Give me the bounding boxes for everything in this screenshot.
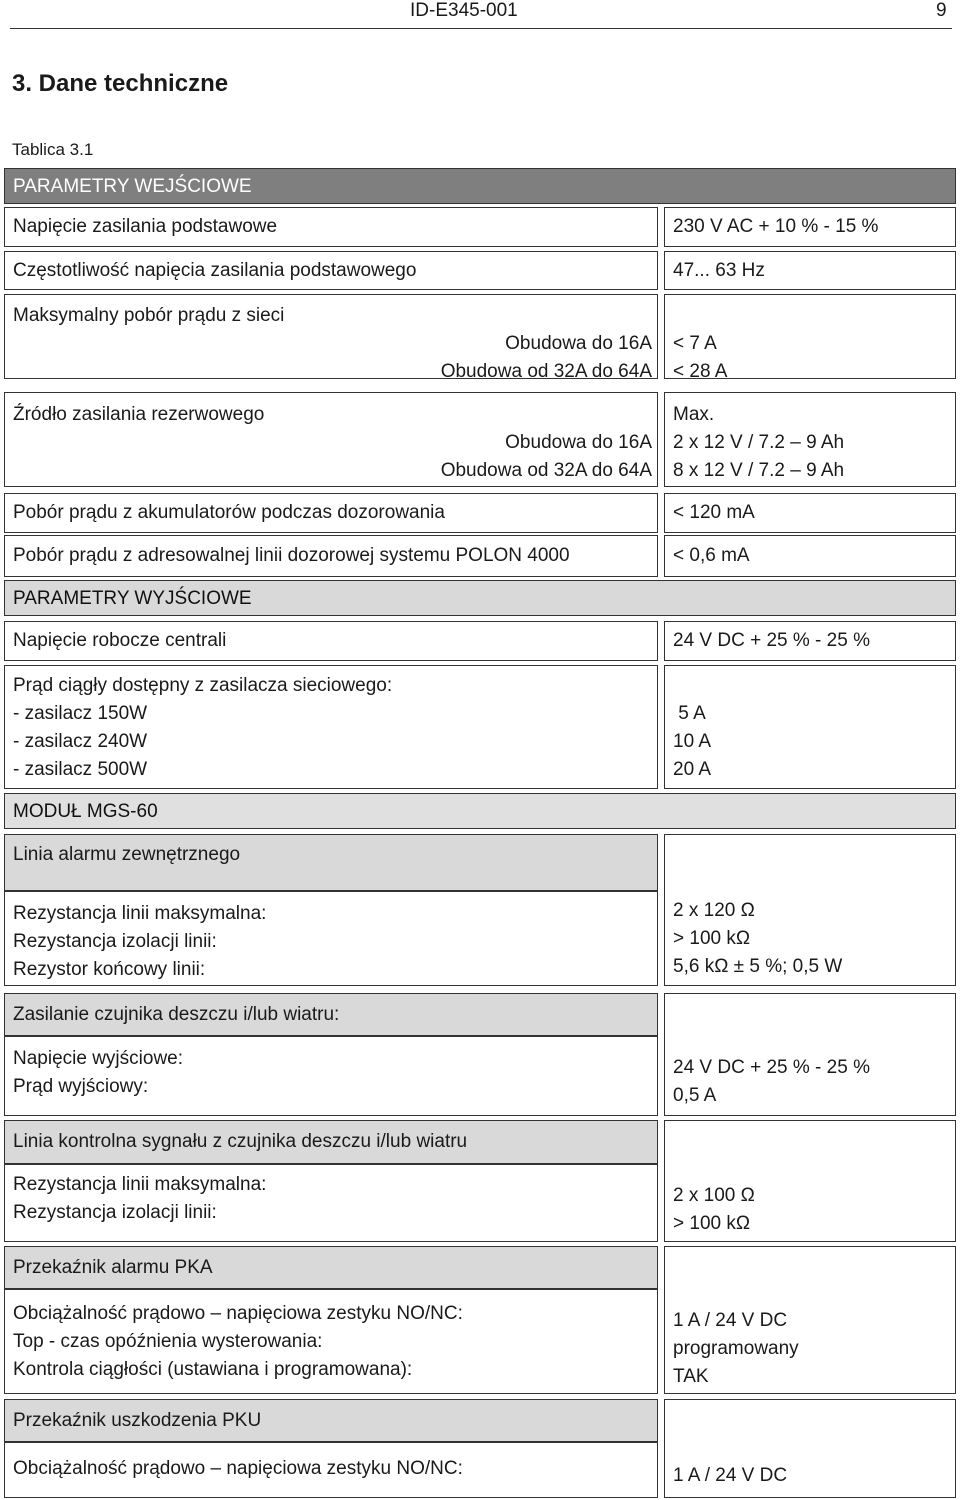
table-row-value: 47... 63 Hz <box>664 251 956 290</box>
table-row-value: 1 A / 24 V DC <box>664 1399 956 1498</box>
group-title: Przekaźnik alarmu PKA <box>4 1246 658 1289</box>
table-row-value: < 0,6 mA <box>664 535 956 577</box>
table-row-label: Źródło zasilania rezerwowego Obudowa do 16A Obudowa od 32A do 64A <box>4 392 658 487</box>
input-params-header: PARAMETRY WEJŚCIOWE <box>4 168 956 204</box>
group-title: Przekaźnik uszkodzenia PKU <box>4 1399 658 1442</box>
group-title: Zasilanie czujnika deszczu i/lub wiatru: <box>4 993 658 1036</box>
table-row-label: Pobór prądu z adresowalnej linii dozorowej systemu POLON 4000 <box>4 535 658 577</box>
table-row-label: Obciążalność prądowo – napięciowa zestyku NO/NC: Top - czas opóźnienia wysterowania: Kontrola ciągłości (ustawiana i programowana): <box>4 1289 658 1394</box>
mgs-module-header: MODUŁ MGS-60 <box>4 793 956 829</box>
table-row-label: Maksymalny pobór prądu z sieci Obudowa do 16A Obudowa od 32A do 64A <box>4 294 658 379</box>
document-id: ID-E345-001 <box>410 0 518 21</box>
table-row-value: 24 V DC + 25 % - 25 % <box>664 621 956 661</box>
section-title: 3. Dane techniczne <box>12 70 229 97</box>
table-row-value: < 120 mA <box>664 493 956 533</box>
table-row-label: Prąd ciągły dostępny z zasilacza sieciowego: - zasilacz 150W - zasilacz 240W - zasilacz 500W <box>4 665 658 789</box>
table-row-label: Pobór prądu z akumulatorów podczas dozorowania <box>4 493 658 533</box>
table-row-label: Napięcie wyjściowe: Prąd wyjściowy: <box>4 1036 658 1116</box>
group-title: Linia kontrolna sygnału z czujnika deszczu i/lub wiatru <box>4 1120 658 1164</box>
table-caption: Tablica 3.1 <box>12 140 94 159</box>
table-row-label: Napięcie robocze centrali <box>4 621 658 661</box>
table-row-label: Obciążalność prądowo – napięciowa zestyku NO/NC: <box>4 1442 658 1498</box>
table-row-value: 2 x 100 Ω > 100 kΩ <box>664 1120 956 1242</box>
table-row-value: < 7 A < 28 A <box>664 294 956 379</box>
output-params-header: PARAMETRY WYJŚCIOWE <box>4 580 956 616</box>
table-row-value: Max. 2 x 12 V / 7.2 – 9 Ah 8 x 12 V / 7.2 – 9 Ah <box>664 392 956 487</box>
table-row-value: 5 A 10 A 20 A <box>664 665 956 789</box>
page-number: 9 <box>936 0 947 21</box>
table-row-label: Rezystancja linii maksymalna: Rezystancja izolacji linii: <box>4 1164 658 1242</box>
table-row-label: Częstotliwość napięcia zasilania podstawowego <box>4 251 658 290</box>
table-row-label: Rezystancja linii maksymalna: Rezystancja izolacji linii: Rezystor końcowy linii: <box>4 891 658 986</box>
table-row-value: 230 V AC + 10 % - 15 % <box>664 207 956 247</box>
table-row-value: 1 A / 24 V DC programowany TAK <box>664 1246 956 1394</box>
header-rule <box>10 28 952 29</box>
group-title: Linia alarmu zewnętrznego <box>4 834 658 891</box>
table-row-label: Napięcie zasilania podstawowe <box>4 207 658 247</box>
table-row-value: 24 V DC + 25 % - 25 % 0,5 A <box>664 993 956 1116</box>
table-row-value: 2 x 120 Ω > 100 kΩ 5,6 kΩ ± 5 %; 0,5 W <box>664 834 956 986</box>
